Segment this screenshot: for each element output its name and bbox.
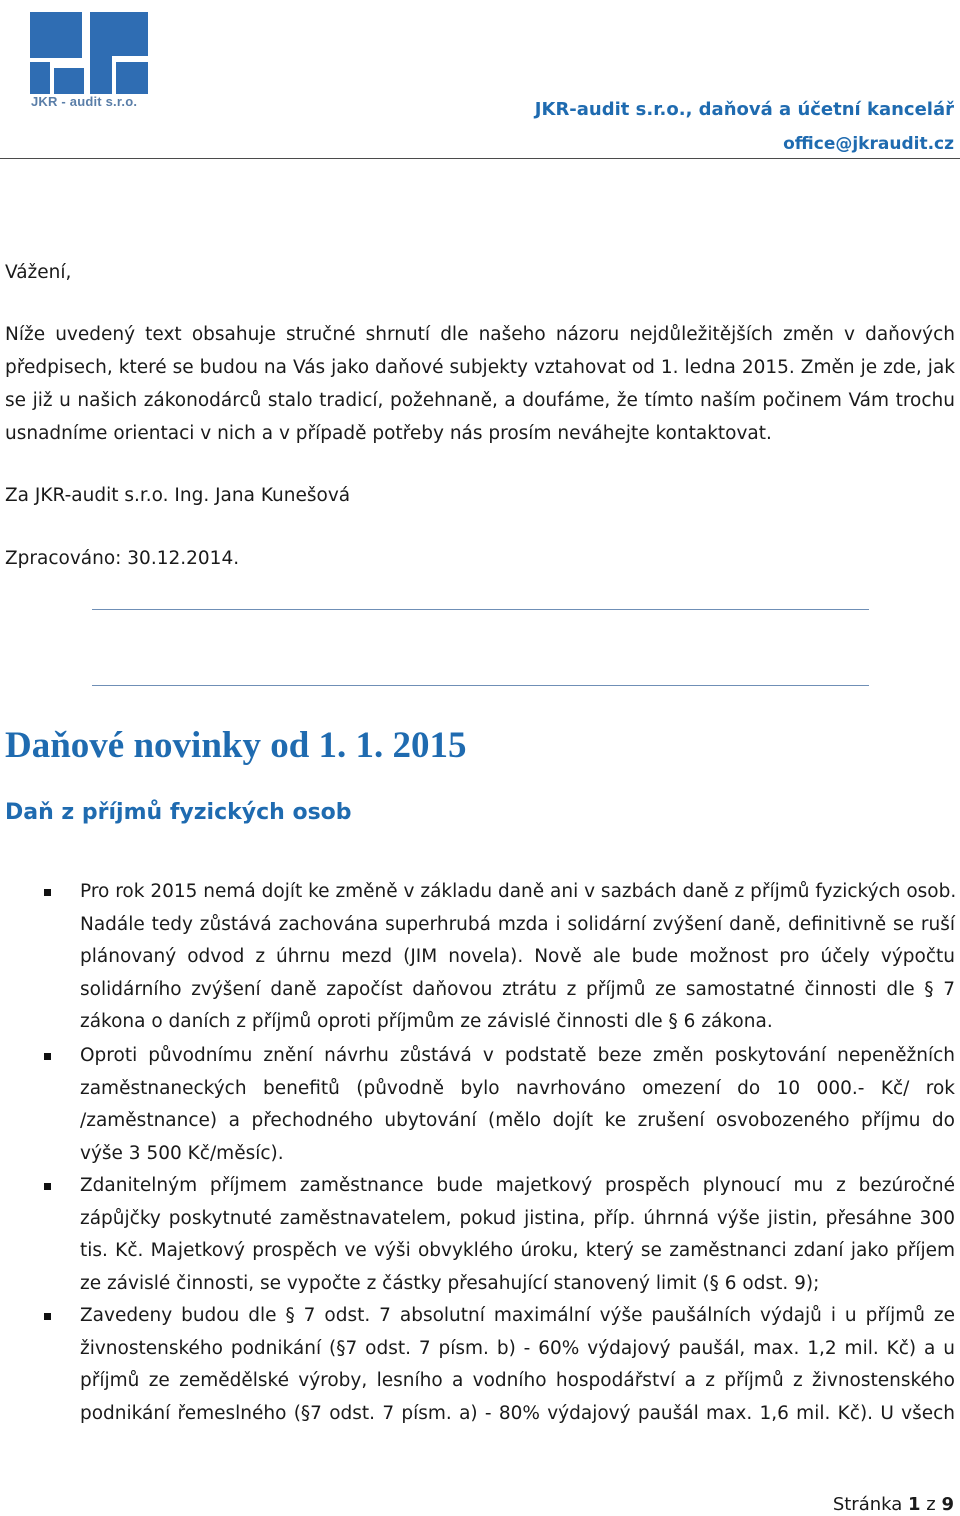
bullet-square-icon [44,1183,51,1190]
text-line: podnikání řemeslného (§7 odst. 7 písm. a) - 80% výdajový paušál max. 1,6 mil. Kč). U všech [80,1402,955,1424]
company-name: JKR-audit s.r.o., daňová a účetní kancelář [534,99,954,120]
page-current: 1 [908,1494,921,1515]
intro-line: usnadníme orientaci v nich a v případě potřeby nás prosím neváhejte kontaktovat. [5,423,772,444]
text-line: zákona o daních z příjmů oproti příjmům ze závislé činnosti dle § 6 zákona. [80,1011,773,1032]
document-title: Daňové novinky od 1. 1. 2015 [5,725,467,766]
text-line: Pro rok 2015 nemá dojít ke změně v základu daně ani v sazbách daně z příjmů fyzických osob. [80,881,957,902]
signature: Za JKR-audit s.r.o. Ing. Jana Kunešová [5,485,351,506]
header-divider [0,158,960,159]
intro-line: Níže uvedený text obsahuje stručné shrnutí dle našeho názoru nejdůležitějších změn v daňových [5,324,955,345]
list-item-text [80,1040,955,1170]
text-line: příjmů ze zemědělské výroby, lesního a vodního hospodářství a z příjmů z živnostenského [80,1370,955,1391]
logo-text: JKR - audit s.r.o. [31,94,138,109]
text-line: tis. Kč. Majetkový prospěch ve výši obvyklého úroku, který se zaměstnanci zdaní jako příjem [80,1240,955,1261]
page-sep: z [926,1494,936,1515]
greeting: Vážení, [5,262,72,283]
divider-line [92,609,869,610]
page-number [833,1494,954,1515]
company-email[interactable]: office@jkraudit.cz [783,134,954,154]
page-total: 9 [941,1494,954,1515]
list-item-text [80,1170,955,1300]
list-item-text [80,876,955,1039]
text-line: živnostenského podnikání (§7 odst. 7 písm. b) - 60% výdajový paušál, max. 1,2 mil. Kč) a u [80,1337,955,1359]
text-line: Oproti původnímu znění návrhu zůstává v podstatě beze změn poskytování nepeněžních [80,1045,955,1066]
text-line: výše 3 500 Kč/měsíc). [80,1142,284,1164]
text-line: ze závislé činnosti, se vypočte z částky přesahující stanovený limit (§ 6 odst. 9); [80,1272,820,1294]
text-line: Nadále tedy zůstává zachována superhrubá mzda i solidární zvýšení daně, definitivně se ruší [80,913,955,935]
intro-line: předpisech, které se budou na Vás jako daňové subjekty vztahovat od 1. ledna 2015. Změn je zde, jak [5,357,955,378]
divider-line [92,685,869,686]
text-line: Zavedeny budou dle § 7 odst. 7 absolutní maximální výše paušálních výdajů i u příjmů ze [80,1305,955,1326]
processed-date: Zpracováno: 30.12.2014. [5,548,240,569]
bullet-square-icon [44,1313,51,1320]
section-title: Daň z příjmů fyzických osob [5,800,352,825]
bullet-square-icon [44,889,51,896]
bullet-square-icon [44,1053,51,1060]
text-line: Zdanitelným příjmem zaměstnance bude majetkový prospěch plynoucí mu z bezúročné [80,1175,955,1196]
intro-paragraph [5,318,955,450]
text-line: plánovaný odvod z úhrnu mezd (JIM novela). Nově ale bude možnost pro účely výpočtu [80,946,955,967]
list-item-text [80,1300,955,1430]
page-label: Stránka [832,1494,903,1515]
text-line: zaměstnaneckých benefitů (původně bylo navrhováno omezení do 10 000.- Kč/ rok [80,1077,955,1099]
company-logo [30,12,148,94]
text-line: zápůjčky poskytnuté zaměstnavatelem, pokud jistina, příp. úhrnná výše jistin, přesáhne 300 [80,1207,955,1229]
text-line: solidárního zvýšení daně započíst daňovou ztrátu z příjmů ze samostatné činnosti dle § 7 [80,978,955,1000]
text-line: /zaměstnance) a přechodného ubytování (mělo dojít ke zrušení osvobozeného příjmu do [80,1110,955,1131]
intro-line: se již u našich zákonodárců stalo tradicí, požehnaně, a doufáme, že tímto naším počinem Vám trochu [5,390,955,411]
